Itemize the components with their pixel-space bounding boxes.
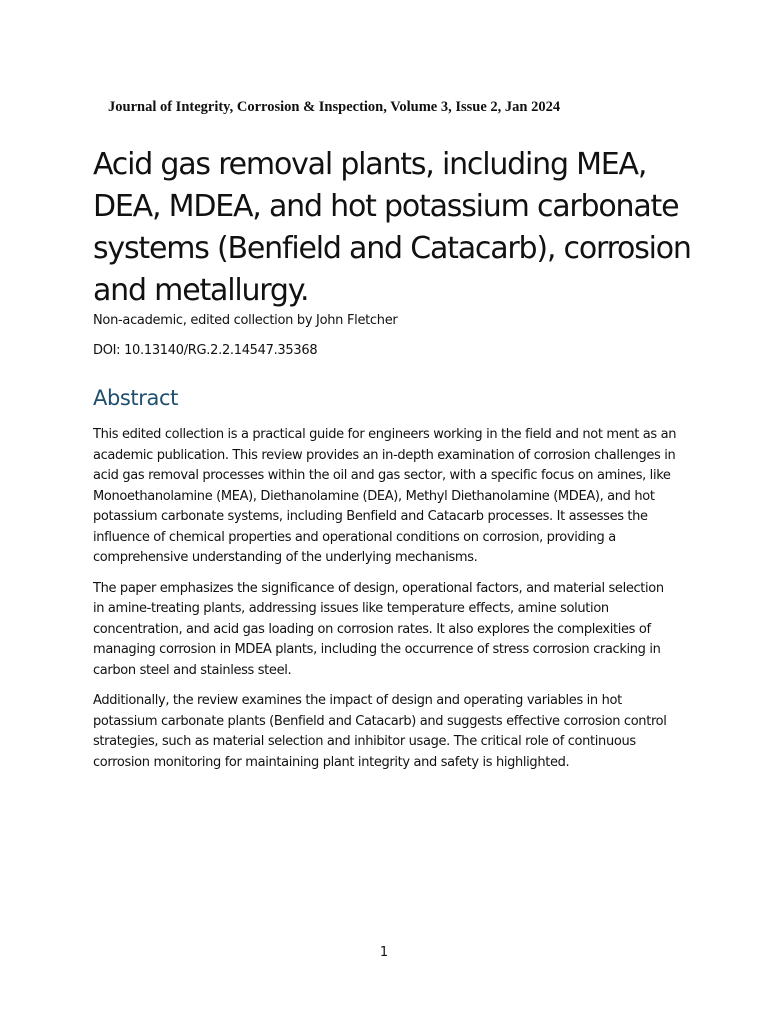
page-number: 1 [379,945,389,960]
abstract-paragraph: The paper emphasizes the significance of design, operational factors, and material selection in amine-treating plants, addressing issues like temperature effects, amine solution concentration, and acid gas loading on corrosion rates. It also explores the complexities of managing corrosion in MDEA plants, including the occurrence of stress corrosion cracking in carbon steel and stainless steel. [93,580,664,678]
doi-line: DOI: 10.13140/RG.2.2.14547.35368 [93,343,318,358]
paper-title: Acid gas removal plants, including MEA, DEA, MDEA, and hot potassium carbonate systems (Benfield and Catacarb), corrosion and metallurgy. [93,147,691,308]
abstract-paragraph: This edited collection is a practical guide for engineers working in the field and not ment as an academic publication. This review provides an in-depth examination of corrosion challenges in acid gas removal processes within the oil and gas sector, with a specific focus on amines, like Monoethanolamine (MEA), Diethanolamine (DEA), Methyl Diethanolamine (MDEA), and hot potassium carbonate systems, including Benfield and Catacarb processes. It assesses the influence of chemical properties and operational conditions on corrosion, providing a comprehensive understanding of the underlying mechanisms. [93,427,677,565]
journal-header: Journal of Integrity, Corrosion & Inspection, Volume 3, Issue 2, Jan 2024 [108,99,561,115]
abstract-heading: Abstract [93,386,178,410]
abstract-body [93,425,677,783]
abstract-paragraph: Additionally, the review examines the impact of design and operating variables in hot potassium carbonate plants (Benfield and Catacarb) and suggests effective corrosion control strategies, such as material selection and inhibitor usage. The critical role of continuous corrosion monitoring for maintaining plant integrity and safety is highlighted. [93,693,667,770]
author-byline: Non-academic, edited collection by John Fletcher [93,313,398,328]
